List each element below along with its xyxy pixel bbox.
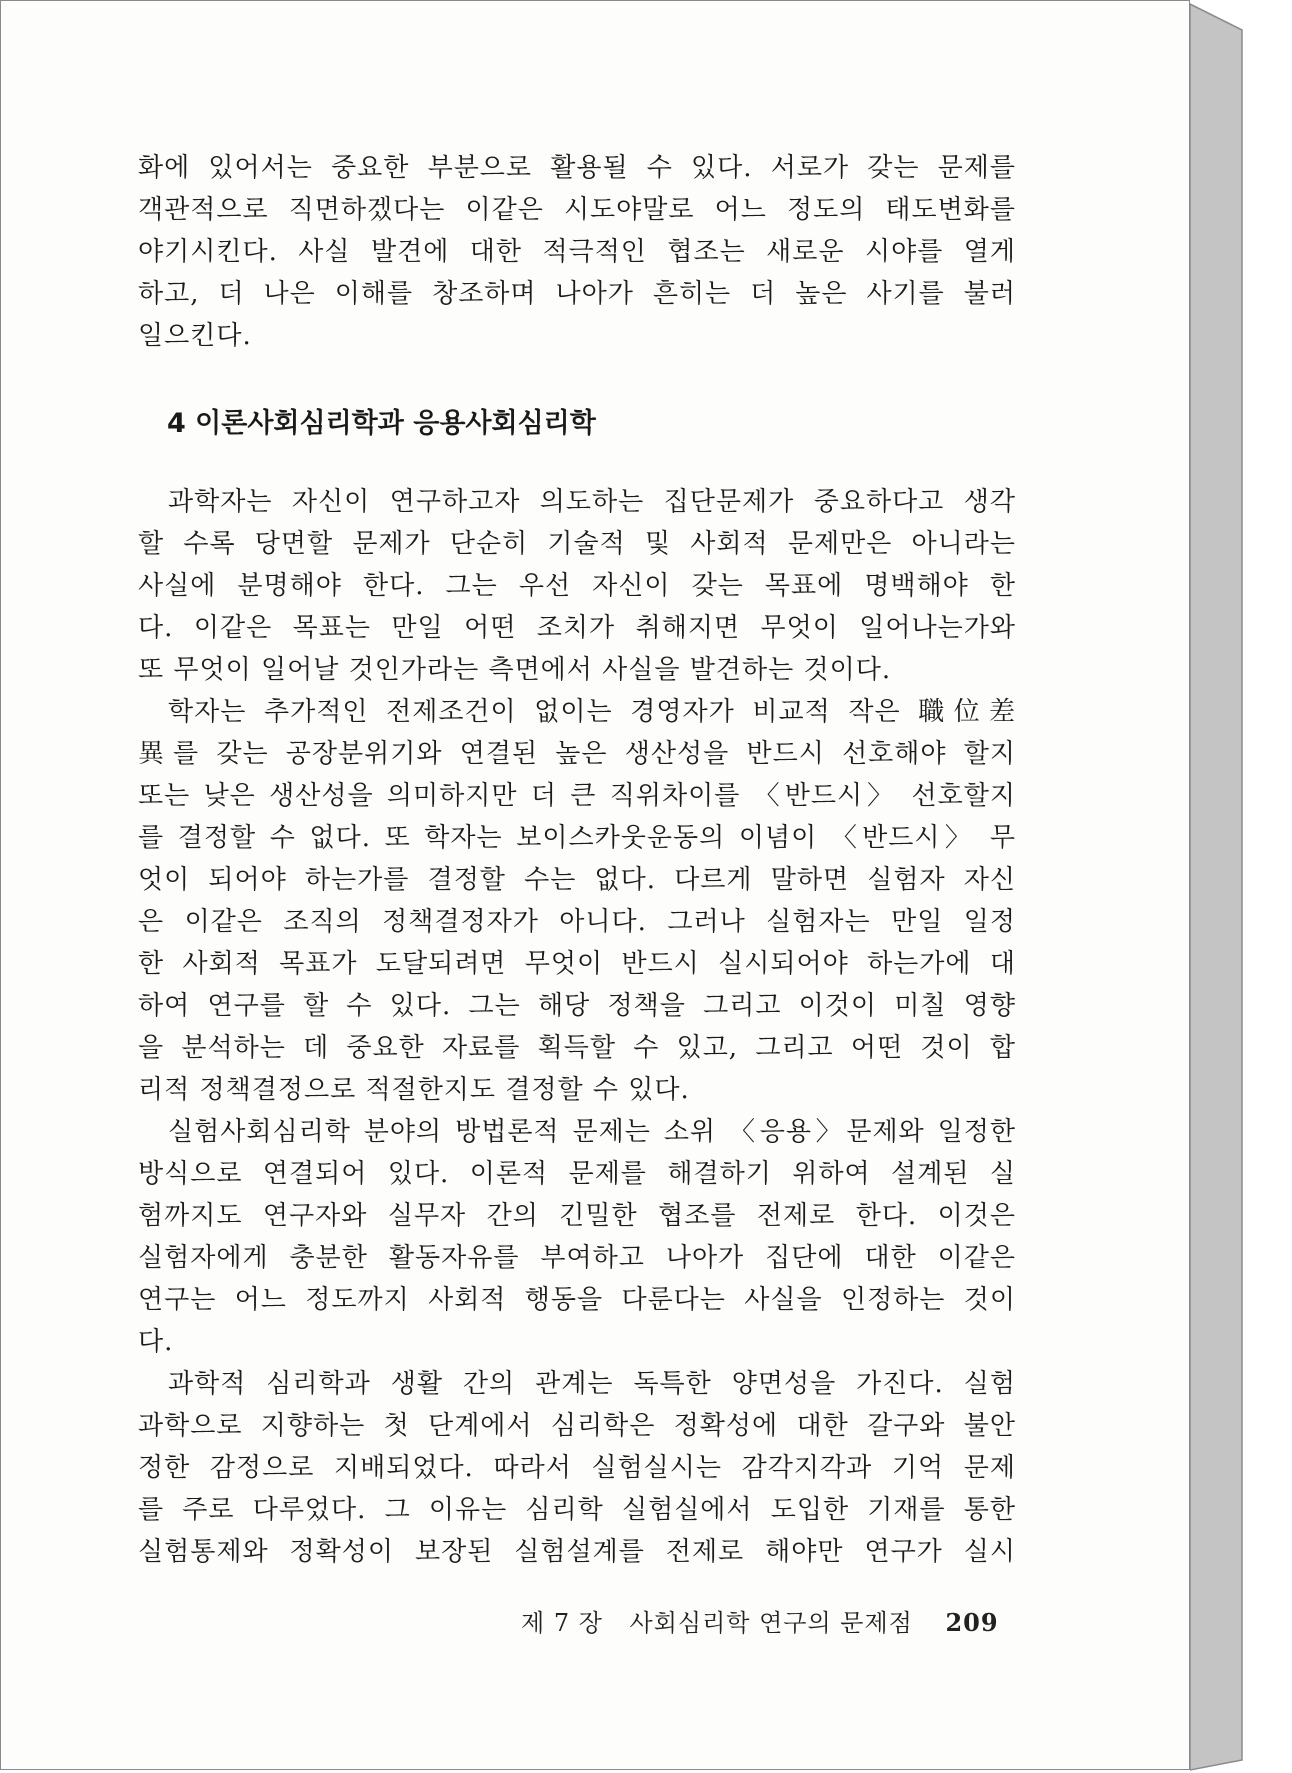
text-line: 다. 이같은 목표는 만일 어떤 조치가 취해지면 무엇이 일어나는가와 — [138, 613, 1016, 643]
text-line: 방식으로 연결되어 있다. 이론적 문제를 해결하기 위하여 설계된 실 — [138, 1159, 1016, 1189]
chapter-number: 제 7 장 — [521, 1609, 603, 1637]
text-line: 은 이같은 조직의 정책결정자가 아니다. 그러나 실험자는 만일 일정 — [138, 907, 1016, 937]
text-line: 다. — [138, 1327, 174, 1357]
text-line: 를 결정할 수 없다. 또 학자는 보이스카웃운동의 이념이 〈반드시〉 무 — [138, 823, 1016, 853]
text-line: 학자는 추가적인 전제조건이 없이는 경영자가 비교적 작은 職位差 — [168, 697, 1016, 727]
text-line: 를 주로 다루었다. 그 이유는 심리학 실험실에서 도입한 기재를 통한 — [138, 1495, 1016, 1525]
text-line: 할 수록 당면할 문제가 단순히 기술적 및 사회적 문제만은 아니라는 — [138, 529, 1016, 559]
text-line: 엇이 되어야 하는가를 결정할 수는 없다. 다르게 말하면 실험자 자신 — [138, 865, 1016, 895]
text-line: 사실에 분명해야 한다. 그는 우선 자신이 갖는 목표에 명백해야 한 — [138, 571, 1016, 601]
text-line: 하여 연구를 할 수 있다. 그는 해당 정책을 그리고 이것이 미칠 영향 — [138, 991, 1016, 1021]
running-footer — [521, 1603, 999, 1638]
text-line: 하고, 더 나은 이해를 창조하며 나아가 흔히는 더 높은 사기를 불러 — [138, 279, 1016, 309]
text-line: 異를 갖는 공장분위기와 연결된 높은 생산성을 반드시 선호해야 할지 — [138, 739, 1017, 769]
text-line: 객관적으로 직면하겠다는 이같은 시도야말로 어느 정도의 태도변화를 — [138, 195, 1016, 225]
text-line: 험까지도 연구자와 실무자 간의 긴밀한 협조를 전제로 한다. 이것은 — [138, 1201, 1016, 1231]
text-line: 또 무엇이 일어날 것인가라는 측면에서 사실을 발견하는 것이다. — [138, 655, 892, 685]
body-text — [138, 481, 1016, 1573]
intro-paragraph — [138, 147, 1016, 357]
text-line: 실험사회심리학 분야의 방법론적 문제는 소위 〈응용〉문제와 일정한 — [168, 1117, 1016, 1147]
page-number: 209 — [945, 1608, 999, 1637]
text-line: 리적 정책결정으로 적절한지도 결정할 수 있다. — [138, 1075, 690, 1105]
text-line: 정한 감정으로 지배되었다. 따라서 실험실시는 감각지각과 기억 문제 — [138, 1453, 1016, 1483]
text-line: 과학자는 자신이 연구하고자 의도하는 집단문제가 중요하다고 생각 — [168, 487, 1016, 517]
text-line: 한 사회적 목표가 도달되려면 무엇이 반드시 실시되어야 하는가에 대 — [138, 949, 1016, 979]
text-line: 실험자에게 충분한 활동자유를 부여하고 나아가 집단에 대한 이같은 — [138, 1243, 1016, 1273]
text-line: 과학적 심리학과 생활 간의 관계는 독특한 양면성을 가진다. 실험 — [168, 1369, 1016, 1399]
page-stack-edge — [1190, 0, 1276, 1773]
text-line: 일으킨다. — [138, 321, 252, 351]
text-line: 연구는 어느 정도까지 사회적 행동을 다룬다는 사실을 인정하는 것이 — [138, 1285, 1016, 1315]
text-line: 화에 있어서는 중요한 부분으로 활용될 수 있다. 서로가 갖는 문제를 — [138, 153, 1016, 183]
text-line: 또는 낮은 생산성을 의미하지만 더 큰 직위차이를 〈반드시〉 선호할지 — [138, 781, 1016, 811]
text-line: 과학으로 지향하는 첫 단계에서 심리학은 정확성에 대한 갈구와 불안 — [138, 1411, 1016, 1441]
text-line: 실험통제와 정확성이 보장된 실험설계를 전제로 해야만 연구가 실시 — [138, 1537, 1016, 1567]
chapter-title: 사회심리학 연구의 문제점 — [629, 1609, 913, 1637]
text-line: 을 분석하는 데 중요한 자료를 획득할 수 있고, 그리고 어떤 것이 합 — [138, 1033, 1016, 1063]
section-heading: 4 이론사회심리학과 응용사회심리학 — [167, 408, 596, 439]
text-line: 야기시킨다. 사실 발견에 대한 적극적인 협조는 새로운 시야를 열게 — [138, 237, 1016, 267]
